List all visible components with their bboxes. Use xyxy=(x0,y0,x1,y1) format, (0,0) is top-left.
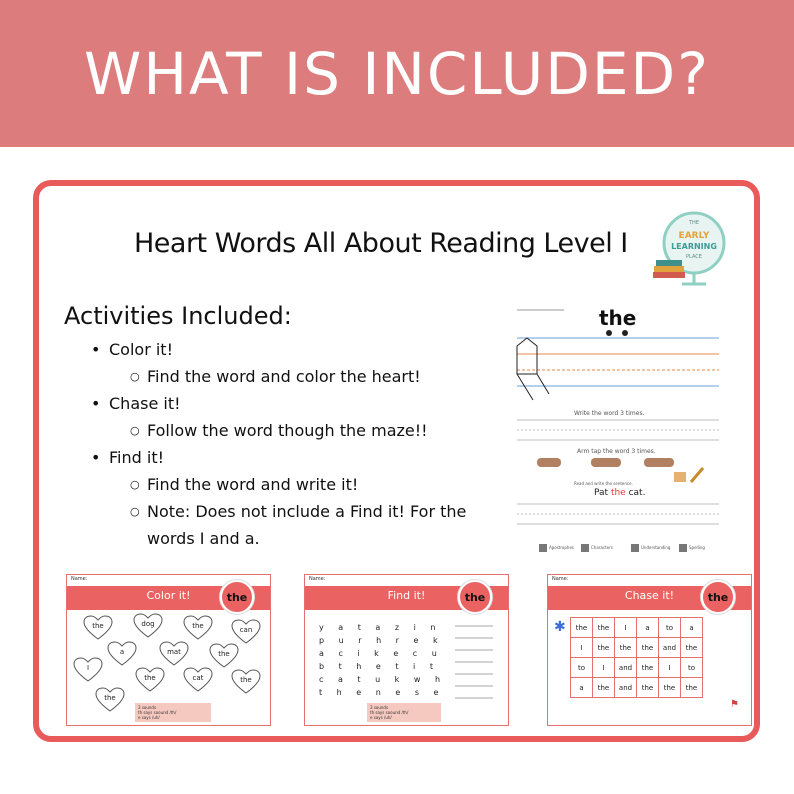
footer-label: Apostrophes xyxy=(549,545,574,550)
maze-cell: I xyxy=(571,638,593,658)
grid-row: t h e n e s e xyxy=(319,688,445,697)
maze-cell: a xyxy=(681,618,703,638)
logo-text-early: EARLY xyxy=(678,231,710,241)
maze-cell: to xyxy=(659,618,681,638)
finish-flag-icon: ⚑ xyxy=(730,699,739,710)
banner-title: WHAT IS INCLUDED? xyxy=(84,39,710,108)
note-line: 3 sounds xyxy=(138,705,157,710)
sound-note xyxy=(135,703,211,722)
maze-cell: the xyxy=(637,678,659,698)
note-line: th says soound /th/ xyxy=(138,710,177,715)
header-banner xyxy=(0,0,794,147)
heart-shape xyxy=(107,641,137,667)
heart-word: can xyxy=(239,626,253,634)
maze-cell: the xyxy=(637,658,659,678)
heart-word: the xyxy=(192,622,204,630)
maze-cell: the xyxy=(681,678,703,698)
maze-cell: I xyxy=(659,658,681,678)
activity-subitem: ○ Find the word and write it! xyxy=(64,471,494,498)
find-it-preview xyxy=(304,574,509,726)
heart-word: I xyxy=(86,664,90,672)
kid-icon: ✱ xyxy=(554,619,566,635)
heart-word: the xyxy=(144,674,156,682)
read-instruction: Read and write the sentence. xyxy=(574,481,633,486)
heart-word: mat xyxy=(167,648,181,656)
maze-cell: the xyxy=(593,638,615,658)
grid-row: p u r h r e k xyxy=(319,636,444,645)
name-label: Name: xyxy=(309,576,326,582)
word-badge: the xyxy=(220,580,254,614)
footer-label: Understanding xyxy=(641,545,671,550)
maze-cell: I xyxy=(593,658,615,678)
maze-cell: a xyxy=(637,618,659,638)
color-it-preview xyxy=(66,574,271,726)
heart-word: the xyxy=(218,650,230,658)
preview-title: Find it! xyxy=(387,589,426,602)
heart-shape xyxy=(183,667,213,693)
maze-cell: to xyxy=(681,658,703,678)
heart-shape xyxy=(231,669,261,695)
logo-text-top: THE xyxy=(689,220,699,226)
heart-shape xyxy=(183,615,213,641)
heart-word: a xyxy=(119,648,125,656)
heart-shape xyxy=(159,641,189,667)
maze-row xyxy=(571,618,703,638)
heart-shape xyxy=(73,657,103,683)
write-instruction: Write the word 3 times. xyxy=(574,410,645,417)
heart-word: the xyxy=(92,622,104,630)
worksheet-word: the xyxy=(599,306,637,330)
footer-label: Characters xyxy=(591,545,613,550)
heart-shape xyxy=(231,619,261,645)
name-label: Name: xyxy=(552,576,569,582)
maze-cell: the xyxy=(615,638,637,658)
activity-item: • Find it! xyxy=(64,444,494,471)
footer-label: Spelling xyxy=(689,545,705,550)
maze-cell: and xyxy=(615,658,637,678)
maze-cell: to xyxy=(571,658,593,678)
heart-word: cat xyxy=(192,674,204,682)
heart-word: the xyxy=(104,694,116,702)
grid-row: y a t a z i n xyxy=(319,623,442,632)
activity-subitem: ○ Note: Does not include a Find it! For the words I and a. xyxy=(64,498,494,552)
maze-cell: the xyxy=(659,678,681,698)
note-line: e says /uh/ xyxy=(370,715,392,720)
grid-row: b t h e t i t xyxy=(319,662,439,671)
logo-text-bottom: PLACE xyxy=(686,254,702,260)
heart-shape xyxy=(83,615,113,641)
worksheet-lines xyxy=(509,296,724,556)
product-preview-card xyxy=(33,180,760,742)
word-badge: the xyxy=(458,580,492,614)
activity-item: • Color it! xyxy=(64,336,494,363)
preview-title: Chase it! xyxy=(624,589,675,602)
heart-word: the xyxy=(240,676,252,684)
maze-cell: the xyxy=(681,638,703,658)
document-title: Heart Words All About Reading Level I xyxy=(134,228,628,259)
arm-instruction: Arm tap the word 3 times. xyxy=(577,448,656,455)
sentence xyxy=(594,488,645,498)
note-line: e says /uh/ xyxy=(138,715,160,720)
worksheet-preview xyxy=(509,296,724,556)
word-badge: the xyxy=(701,580,735,614)
sentence-pre: Pat xyxy=(594,488,611,498)
maze-table xyxy=(570,617,703,698)
heart-shape xyxy=(133,613,163,639)
maze-cell: and xyxy=(615,678,637,698)
name-label: Name: xyxy=(71,576,88,582)
grid-row: c a t u k w h xyxy=(319,675,447,684)
heart-word: dog xyxy=(141,620,155,628)
activity-subitem: ○ Follow the word though the maze!! xyxy=(64,417,494,444)
maze-cell: I xyxy=(615,618,637,638)
heart-shape xyxy=(209,643,239,669)
heart-shape xyxy=(95,687,125,713)
maze-row xyxy=(571,678,703,698)
activity-subitem: ○ Find the word and color the heart! xyxy=(64,363,494,390)
maze-cell: the xyxy=(593,678,615,698)
grid-row: a c i k e c u xyxy=(319,649,443,658)
logo-text-learning: LEARNING xyxy=(671,242,717,251)
heart-shape xyxy=(135,667,165,693)
chase-it-preview xyxy=(547,574,752,726)
maze-cell: the xyxy=(571,618,593,638)
sentence-post: cat. xyxy=(625,488,646,498)
maze-cell: the xyxy=(637,638,659,658)
maze-cell: a xyxy=(571,678,593,698)
note-line: th says soound /th/ xyxy=(370,710,409,715)
preview-title: Color it! xyxy=(146,589,191,602)
maze-row xyxy=(571,638,703,658)
maze-row xyxy=(571,658,703,678)
letter-grid xyxy=(319,621,446,699)
activity-item: • Chase it! xyxy=(64,390,494,417)
activities-heading: Activities Included: xyxy=(64,302,292,330)
writing-lines xyxy=(455,620,495,710)
activities-list xyxy=(64,336,494,552)
maze-cell: and xyxy=(659,638,681,658)
sound-note xyxy=(367,703,441,722)
sentence-word: the xyxy=(610,488,626,498)
note-line: 3 sounds xyxy=(370,705,389,710)
early-learning-place-logo xyxy=(649,208,729,288)
maze-cell: the xyxy=(593,618,615,638)
